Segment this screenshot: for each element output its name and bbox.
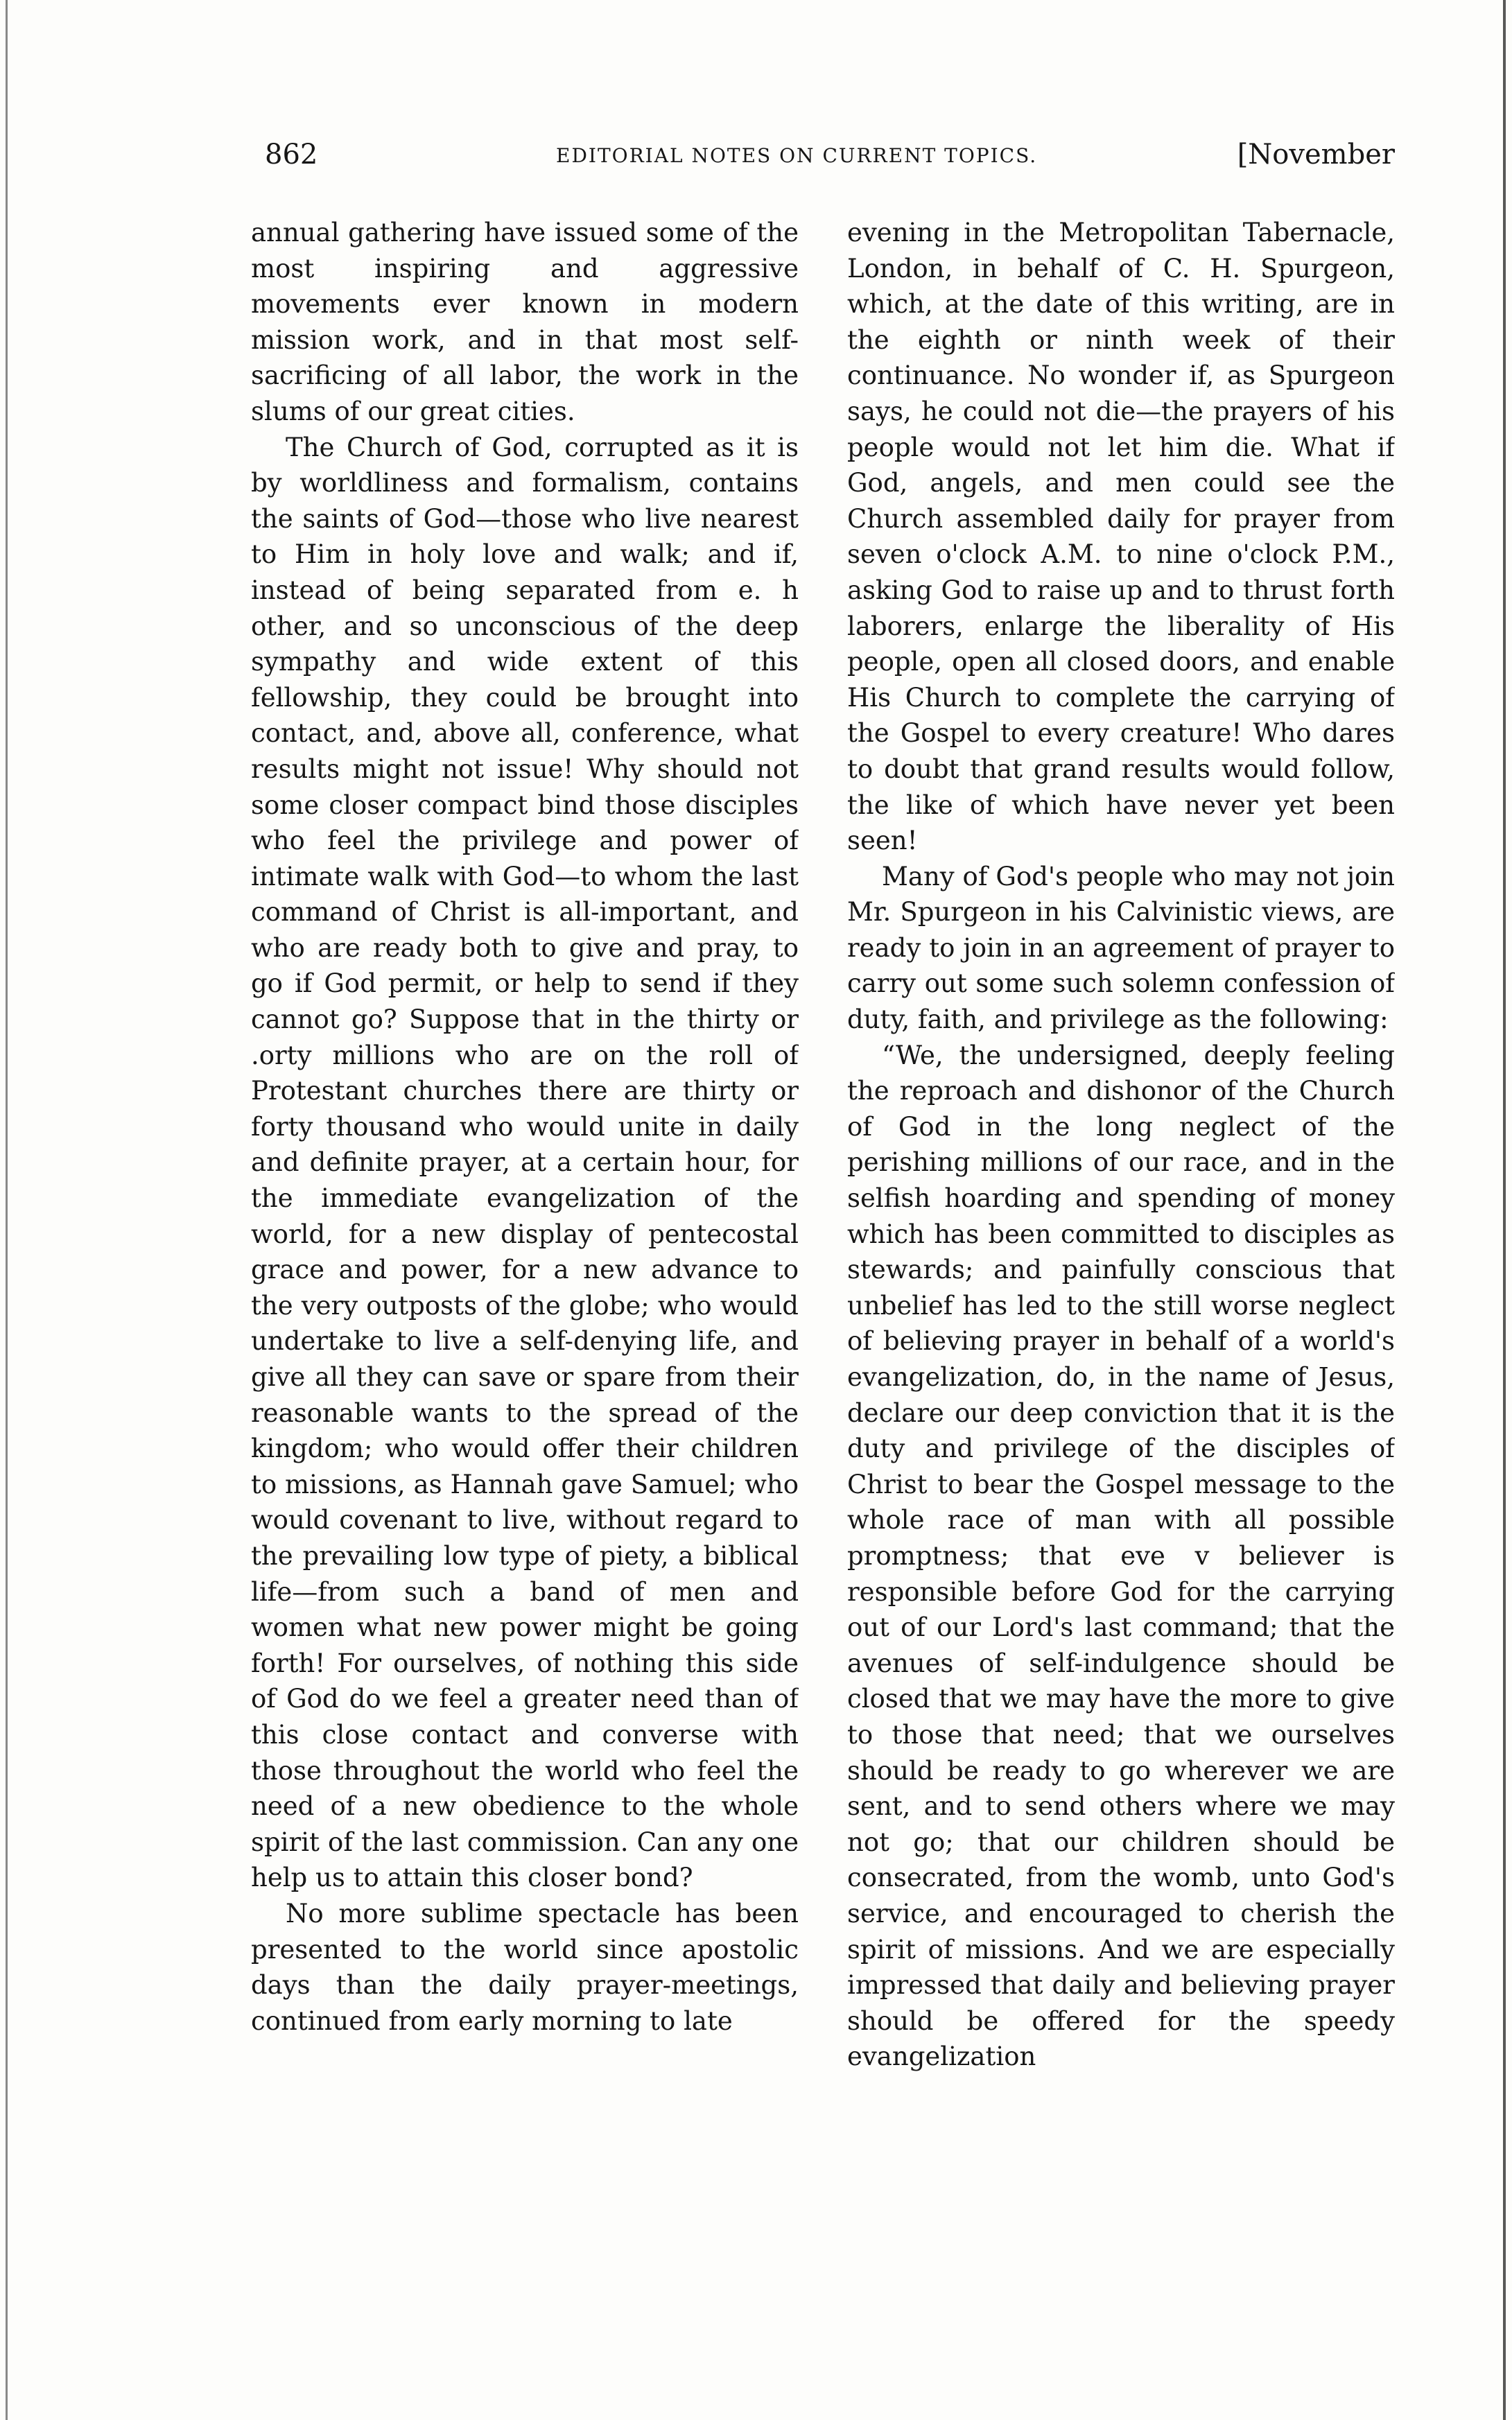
right-paragraph-1: evening in the Metropolitan Tabernacle, London, in behalf of C. H. Spurgeon, which, at the date of this writing, are in the eighth or ninth week of their continuance. No wonder if, as Spurgeon says, he could not die—the prayers of his people would not let him die. What if God, angels, and men could see the Church assembled daily for prayer from seven o'clock A.M. to nine o'clock P.M., asking God to raise up and to thrust forth laborers, enlarge the liberality of His people, open all closed doors, and enable His Church to complete the carrying of the Gospel to every creature! Who dares to doubt that grand results would follow, the like of which have never yet been seen!: [847, 218, 1395, 856]
page-edge-right: [1503, 0, 1506, 2420]
left-paragraph-3: No more sublime spectacle has been presented to the world since apostolic days than the daily prayer-meetings, continued from early morning to late: [251, 1898, 799, 2036]
running-title: EDITORIAL NOTES ON CURRENT TOPICS.: [556, 144, 1038, 167]
right-paragraph-2: Many of God's people who may not join Mr. Spurgeon in his Calvinistic views, are ready to join in an agreement of prayer to carry out some such solemn confession of duty, faith, and privilege as the following:: [847, 861, 1395, 1035]
running-header: [265, 139, 1395, 180]
page-edge-left: [6, 0, 8, 2420]
page-number: 862: [265, 139, 318, 171]
header-month: [November: [1237, 139, 1395, 171]
right-column: [847, 215, 1395, 2357]
left-paragraph-2: The Church of God, corrupted as it is by worldliness and formalism, contains the saints of God—those who live nearest to Him in holy love and walk; and if, instead of being separated from e. h other, and so unconscious of the deep sympathy and wide extent of this fellowship, they could be brought into contact, and, above all, conference, what results might not issue! Why should not some closer compact bind those disciples who feel the privilege and power of intimate walk with God—to whom the last command of Christ is all-important, and who are ready both to give and pray, to go if God permit, or help to send if they cannot go? Suppose that in the thirty or .orty millions who are on the roll of Protestant churches there are thirty or forty thousand who would unite in daily and definite prayer, at a certain hour, for the immediate evangelization of the world, for a new display of pentecostal grace and power, for a new advance to the very outposts of the globe; who would undertake to live a self-denying life, and give all they can save or spare from their reasonable wants to the spread of the kingdom; who would offer their children to missions, as Hannah gave Samuel; who would covenant to live, without regard to the prevailing low type of piety, a biblical life—from such a band of men and women what new power might be going forth! For ourselves, of nothing this side of God do we feel a greater need than of this close contact and converse with those throughout the world who feel the need of a new obedience to the whole spirit of the last commission. Can any one help us to attain this closer bond?: [251, 432, 799, 1893]
left-paragraph-1: annual gathering have issued some of the most inspiring and aggressive movements ever known in modern mission work, and in that most self-sacrificing of all labor, the work in the slums of our great cities.: [251, 218, 799, 426]
right-paragraph-3: “We, the undersigned, deeply feeling the reproach and dishonor of the Church of God in the long neglect of the perishing millions of our race, and in the selfish hoarding and spending of money which has been committed to disciples as stewards; and painfully conscious that unbelief has led to the still worse neglect of believing prayer in behalf of a world's evangelization, do, in the name of Jesus, declare our deep conviction that it is the duty and privilege of the disciples of Christ to bear the Gospel message to the whole race of man with all possible promptness; that eve v believer is responsible before God for the carrying out of our Lord's last command; that the avenues of self-indulgence should be closed that we may have the more to give to those that need; that we ourselves should be ready to go wherever we are sent, and to send others where we may not go; that our children should be consecrated, from the womb, unto God's service, and encouraged to cherish the spirit of missions. And we are especially impressed that daily and believing prayer should be offered for the speedy evangelization: [847, 1040, 1395, 2072]
left-column: [251, 215, 799, 2357]
